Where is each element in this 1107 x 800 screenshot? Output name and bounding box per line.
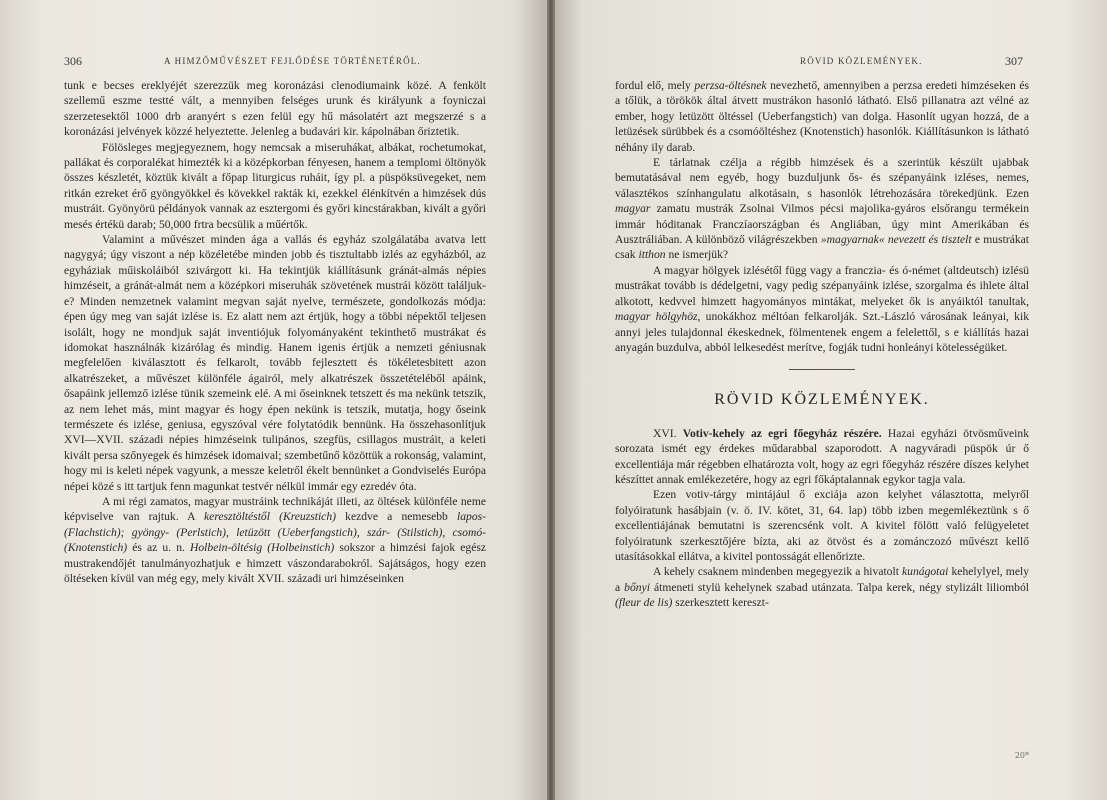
running-head-title-left: A HIMZŐMŰVÉSZET FEJLŐDÉSE TÖRTÉNETÉRŐL.	[164, 56, 421, 66]
text-run: , unokákhoz méltóan felkarolják. Szt.-László városának leányai, kik annyi jeles tulajdonnal ékeskednek, fölmentenek engem a felelettől, s e kiállítás hazai anyagán buzdulva, abból lelkesedést merítve, fogják tudni honleányi kötelességüket.	[615, 310, 1029, 354]
section-title: RÖVID KÖZLEMÉNYEK.	[714, 391, 930, 409]
text-run: kehelylyel, mely a	[615, 565, 1029, 594]
italic-term: magyar	[615, 202, 651, 216]
paragraph: Fölösleges megjegyeznem, hogy nemcsak a miseruhákat, albákat, rochetumokat, pallákat és corporalékat himezték ki a középkorban fényesen, hanem a templomi öltönyök összes készletét, köztük kivált a főpap liturgicus ruháit, így pl. a püspöksüvegeket, nem ritkán ezreket érő gyöngyökkel és kövekkel rakták ki, ezekkel élénkítvén a himzések dús mustráit. Gyönyörü példányok vannak az esztergomi és győri kincstárakban, kivált a győri mesés értékü darab; 50,000 frtra becsülik a műértők.	[64, 140, 486, 231]
text-run: A kehely csaknem mindenben megegyezik a hivatolt	[653, 565, 903, 579]
right-text-column	[615, 78, 1029, 611]
signature-mark: 20*	[1014, 751, 1029, 760]
text-run: és az u. n.	[127, 541, 191, 555]
italic-term: »magyarnak« nevezett és tisztelt	[820, 233, 972, 247]
text-run: A magyar hölgyek izlésétől függ vagy a franczia- és ó-német (altdeutsch) izlésü mustrákat tovább is dédelgetni, vagy pedig szépanyáink izlése, szorgalma és ihlete által alkotott, kedvvel himzett hagyományos mintákat, melyeket ők is anyáiktól tanultak,	[615, 263, 1029, 308]
text-run: átmeneti stylü kehelynek szabad utánzata. Talpa kerek, négy stylizált liliomból	[649, 580, 1029, 594]
text-run: Hazai egyházi ötvösműveink sorozata ismét egy érdekes műdarabbal szaporodott. A nagyváradi püspök úr ő excellentiája már régebben elhatározta volt, hogy az egri főegyház részére díszes kelyhet készíttet annak emlékezetére, hogy az egri főkáptalannak egykor tagja vala.	[615, 426, 1029, 486]
italic-term: kunágotai	[902, 565, 949, 579]
italic-term: lapos- (Flachstich); gyöngy- (Perlstich), letüzött (Ueberfangstich), szár- (Stilstich), csomó- (Knotenstich)	[64, 510, 486, 555]
text-run: szerkesztett kereszt-	[672, 596, 769, 610]
italic-term: (fleur de lis)	[615, 596, 673, 610]
book-gutter	[547, 0, 555, 800]
paragraph: tunk e becses ereklyéjét szerezzük meg koronázási clenodiumaink közé. A fenkölt szellemű eszme testté vált, a mennyiben felséges urunk és királyunk a foyniczai szerzetesektől 1000 drb aranyért s ezen felül egy hű másolatért azt megszerzé s a koronázási jelvények közzé helyeztette. Jelenleg a budavári kir. kápolnában őriztetik.	[64, 79, 486, 139]
italic-term: perzsa-öltésnek	[694, 79, 767, 92]
paragraph	[615, 263, 1029, 355]
paragraph: Valamint a művészet minden ága a vallás és egyház szolgálatába avatva lett nagygyá; úgy viszont a nép közéletébe minden jobb és tisztultabb izlés az egyházból, az egyháziak műiskoláiból szivárgott ki. Ha tekintjük kiállításunk gránát-almás népies himzéseit, a gránát-almát nem a középkori miseruhák szövetének mustrái között találjuk-e? Minden nemzetnek valamint megvan saját nyelve, természete, gondolkozás módja: épen úgy meg van saját izlése is. Ez alatt nem azt értjük, hogy a többi népektől teljesen isolált, hogy ne mondjuk saját inventiójuk folyományaként tekinthető mustrákat és idomokat használnák kizárólag és mindig. Hanem igenis értjük a nemzeti géniusnak megfelelően kiválasztott és felkarolt, tovább fejlesztett és tökéletesbitett azon alkatrészeket, a művészet különféle ágairól, mely alkatrészek összetételéből apáink, ősapáink jellemző izlése tünik szemeink elé. A mi őseinknek tetszett és ma nekünk tetszik, az nem lehet más, mint magyar és hogy épen nekünk is tetszik, mutatja, hogy őseink természete és izlése, geniusa, egyszóval vére folytatódik bennünk. Ha összehasonlítjuk XVI—XVII. századi népies himzéseink tulipános, szegfüs, csillagos mustráit, a keleti kivált persa szőnyegek és himzések idomaival; szembetűnő közöttük a rokonság, valamint, hogy mi is keleti népek vagyunk, a messze keletről ékelt bennünket a Gondviselés Európa népei közé s itt tartjuk fenn magunkat testvér nélkül immár egy ezredév óta.	[64, 233, 486, 493]
running-head-title-right: RÖVID KÖZLEMÉNYEK.	[800, 56, 923, 66]
text-run: nevezhető, amennyiben a perzsa eredeti himzéseken és a tőlük, a törökök által átvett mustrákon hasonló látható. Első pillanatra azt vélné az ember, hogy letüzött öltéssel (Ueberfangstich) van dolga. Hasonlít ugyan hozzá, de a letüzések sürübbek és a csomóöltéshez (Knotenstich) hasonlók. Kiállításunkon is látható néhány ily darab.	[615, 79, 1029, 154]
text-run: A mi régi zamatos, magyar mustráink technikáját illeti, az öltések különféle neme képviselve van rajtuk. A	[64, 494, 486, 524]
italic-term: Holbein-öltésig (Holbeinstich)	[190, 541, 335, 555]
text-run: fordul elő, mely	[615, 79, 695, 92]
right-page	[555, 0, 1107, 800]
paragraph	[64, 494, 486, 586]
left-text-column	[64, 78, 486, 586]
paragraph	[615, 155, 1029, 263]
paragraph	[615, 78, 1029, 155]
text-run: sokszor a himzési fajok egész mustrakendőjét tanulmányozhatjuk e himzett vászondarabokról. Sajátságos, hogy ezen öltéseken kívül van még egy, mely kivált XVII. századi uri himzéseinken	[64, 541, 486, 585]
text-run: zamatu mustrák Zsolnai Vilmos pécsi majolika-gyáros elsőrangu termékein immár hóditanak Franczíaországban és Angliában, úgy mint Amerikában és Ausztráliában. A különböző világrészekben	[615, 202, 1029, 247]
left-page	[0, 0, 547, 800]
paragraph: Ezen votiv-tárgy mintájául ő exciája azon kelyhet választotta, melyről folyóiratunk hasábjain (v. ö. IV. kötet, 31, 64. lap) több izben megemlékeztünk s ő excellentiájának bemutatni is szerencsénk volt. A kivitel fölött való felügyeletet folyóiratunk szerkesztőjére bízta, aki az ötvöst és a zománczozó művészt kellő utasításokkal ellátva, a kivitel pontosságát ellenőrizte.	[615, 488, 1029, 563]
item-number: XVI.	[653, 426, 683, 440]
section-divider	[789, 369, 855, 370]
italic-term: itthon	[638, 248, 666, 262]
text-run: ne ismerjük?	[665, 248, 729, 262]
paragraph	[615, 426, 1029, 488]
item-title: Votiv-kehely az egri főegyház részére.	[682, 426, 882, 440]
italic-term: bőnyi	[624, 580, 650, 594]
text-run: kezdve a nemesebb	[336, 510, 458, 524]
italic-term: keresztöltéstől (Kreuzstich)	[204, 510, 336, 524]
text-run: E tárlatnak czélja a régibb himzések és a szerintük készült ujabbak bemutatásával nem egyéb, hogy buzduljunk ős- és szépanyáink izléses, nemes, választékos színhangulatu alkotásain, s hasonlók létrehozására törekedjünk. Ezen	[615, 156, 1029, 200]
italic-term: magyar hölgyhöz	[615, 310, 698, 324]
page-number-right: 307	[1005, 54, 1023, 68]
paragraph	[615, 564, 1029, 610]
text-run: e mustrákat csak	[615, 233, 1030, 262]
page-number-left: 306	[64, 54, 82, 68]
